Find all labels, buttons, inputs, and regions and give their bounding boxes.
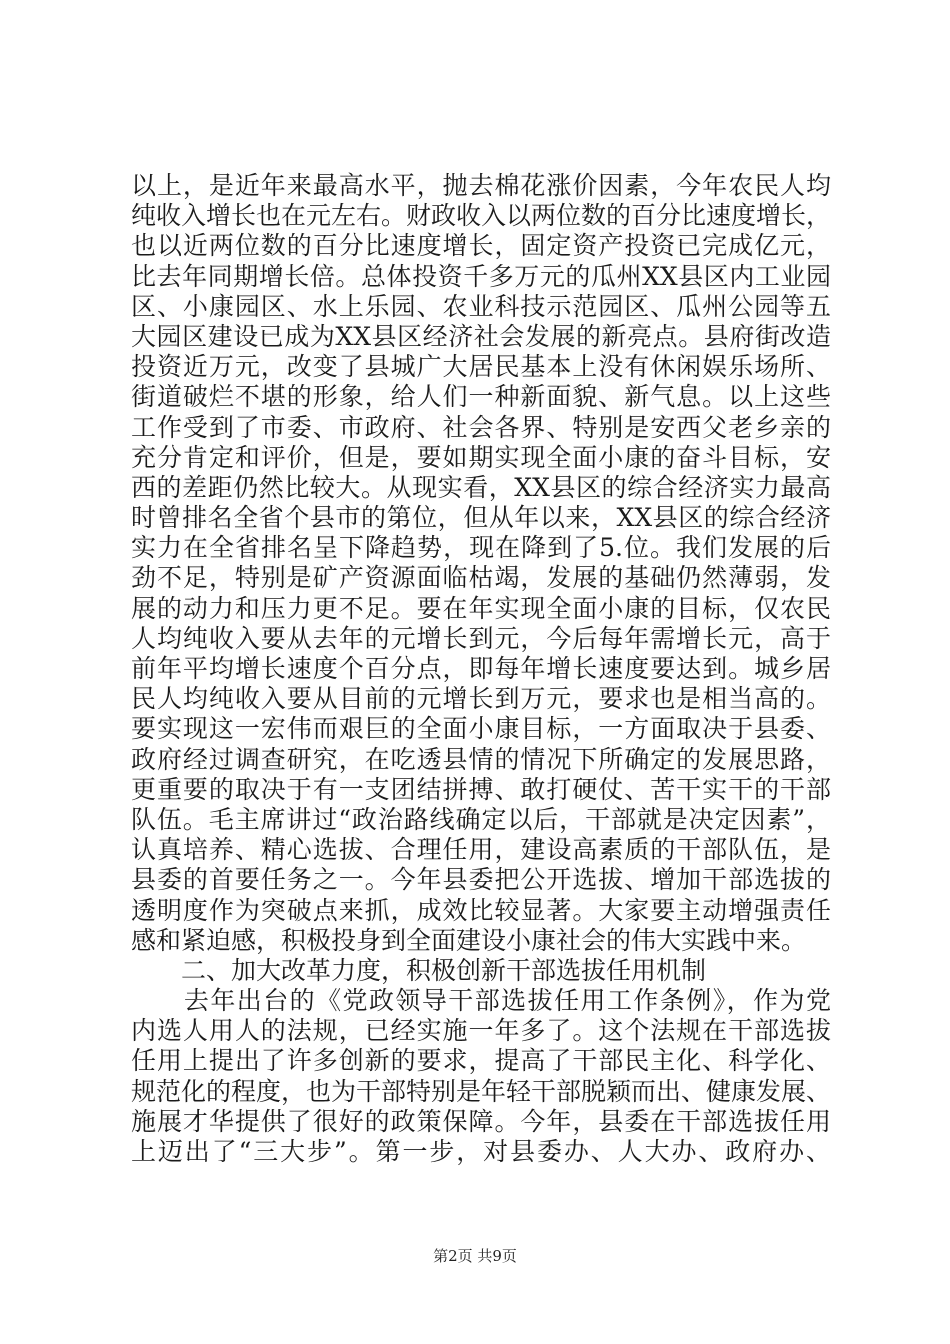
body-line: 感和紧迫感，积极投身到全面建设小康社会的伟大实践中来。 <box>131 925 807 955</box>
document-body-text <box>131 171 831 1167</box>
body-line: 民人均纯收入要从目前的元增长到万元，要求也是相当高的。 <box>131 684 831 714</box>
body-line: 劲不足，特别是矿产资源面临枯竭，发展的基础仍然薄弱，发 <box>131 563 831 593</box>
body-line: 街道破烂不堪的形象，给人们一种新面貌、新气息。以上这些 <box>131 382 831 412</box>
body-line: 内选人用人的法规，已经实施一年多了。这个法规在干部选拔 <box>131 1016 831 1046</box>
body-line: 充分肯定和评价，但是，要如期实现全面小康的奋斗目标，安 <box>131 442 831 472</box>
body-line: 去年出台的《党政领导干部选拔任用工作条例》，作为党 <box>131 986 831 1016</box>
body-line: 展的动力和压力更不足。要在年实现全面小康的目标，仅农民 <box>131 593 831 623</box>
body-line: 更重要的取决于有一支团结拼搏、敢打硬仗、苦干实干的干部 <box>131 774 831 804</box>
body-line: 任用上提出了许多创新的要求，提高了干部民主化、科学化、 <box>131 1046 831 1076</box>
body-line: 工作受到了市委、市政府、社会各界、特别是安西父老乡亲的 <box>131 412 831 442</box>
body-line: 施展才华提供了很好的政策保障。今年，县委在干部选拔任用 <box>131 1106 831 1136</box>
body-line: 纯收入增长也在元左右。财政收入以两位数的百分比速度增长， <box>131 201 831 231</box>
body-line: 二、加大改革力度，积极创新干部选拔任用机制 <box>131 955 707 985</box>
body-line: 规范化的程度，也为干部特别是年轻干部脱颖而出、健康发展、 <box>131 1076 831 1106</box>
body-line: 人均纯收入要从去年的元增长到元，今后每年需增长元，高于 <box>131 623 831 653</box>
page-number-footer: 第2页 共9页 <box>433 1247 517 1265</box>
body-line: 政府经过调查研究，在吃透县情的情况下所确定的发展思路， <box>131 744 831 774</box>
body-line: 县委的首要任务之一。今年县委把公开选拔、增加干部选拔的 <box>131 865 831 895</box>
body-line: 投资近万元，改变了县城广大居民基本上没有休闲娱乐场所、 <box>131 352 831 382</box>
body-line: 比去年同期增长倍。总体投资千多万元的瓜州XX县区内工业园 <box>131 261 831 291</box>
body-line: 透明度作为突破点来抓，成效比较显著。大家要主动增强责任 <box>131 895 831 925</box>
body-line: 上迈出了“三大步”。第一步，对县委办、人大办、政府办、 <box>131 1137 831 1166</box>
body-line: 大园区建设已成为XX县区经济社会发展的新亮点。县府街改造 <box>131 321 831 351</box>
body-line: 西的差距仍然比较大。从现实看，XX县区的综合经济实力最高 <box>131 472 831 502</box>
body-line: 认真培养、精心选拔、合理任用，建设高素质的干部队伍，是 <box>131 835 831 865</box>
body-line: 队伍。毛主席讲过“政治路线确定以后，干部就是决定因素”， <box>131 804 831 834</box>
body-line: 时曾排名全省个县市的第位，但从年以来，XX县区的综合经济 <box>131 503 831 533</box>
body-line: 要实现这一宏伟而艰巨的全面小康目标，一方面取决于县委、 <box>131 714 831 744</box>
body-line: 区、小康园区、水上乐园、农业科技示范园区、瓜州公园等五 <box>131 291 831 321</box>
body-line: 实力在全省排名呈下降趋势，现在降到了5.位。我们发展的后 <box>131 533 831 563</box>
body-line: 以上，是近年来最高水平，抛去棉花涨价因素，今年农民人均 <box>131 171 831 200</box>
body-line: 前年平均增长速度个百分点，即每年增长速度要达到。城乡居 <box>131 654 831 683</box>
body-line: 也以近两位数的百分比速度增长，固定资产投资已完成亿元， <box>131 231 831 261</box>
